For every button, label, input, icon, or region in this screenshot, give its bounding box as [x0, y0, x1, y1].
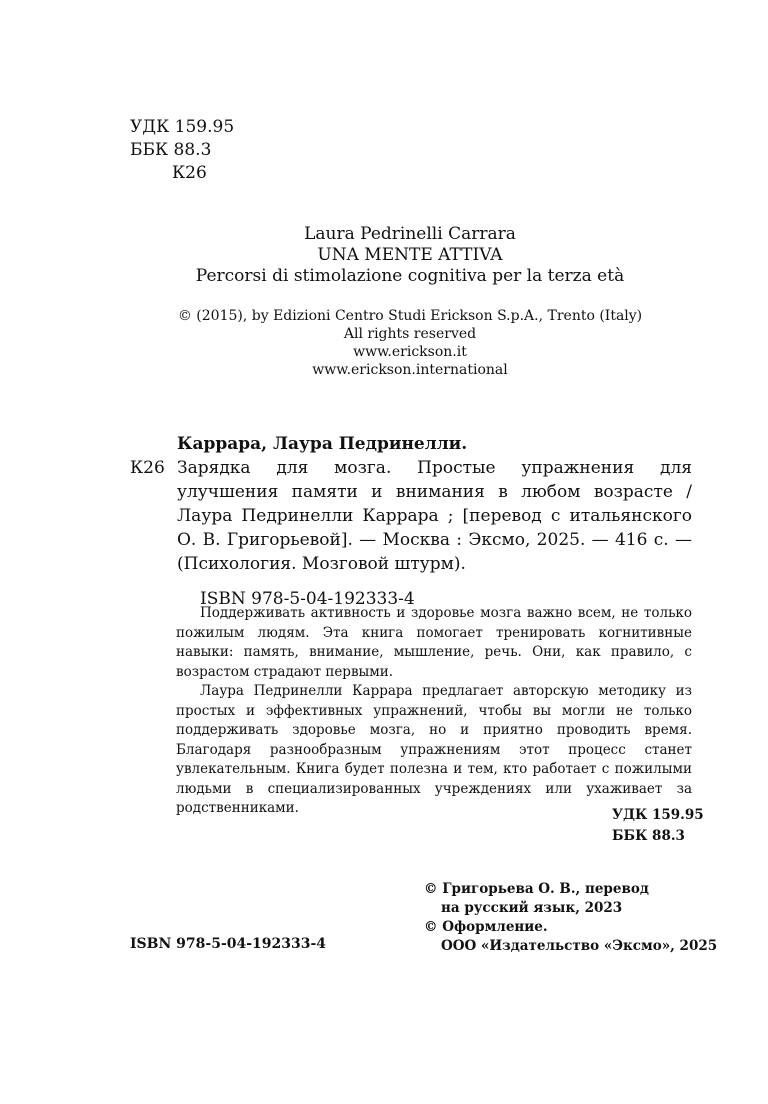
biblio-isbn: ISBN 978-5-04-192333-4	[200, 589, 415, 609]
bibliographic-record	[130, 432, 692, 611]
biblio-description: Зарядка для мозга. Простые упражнения для улучшения памяти и внимания в любом возрасте / Лаура Педринелли Каррара ; [перевод с итальянского О. В. Григорьевой]. — Москва : Эксмо, 2025. — 416 с. — (Психология. Мозговой штурм).	[177, 458, 692, 574]
original-subtitle: Percorsi di stimolazione cognitiva per la terza età	[195, 266, 625, 286]
annotation-paragraph: Лаура Педринелли Каррара предлагает авторскую методику из простых и эффективных упражнений, чтобы вы могли не только поддерживать здоровье мозга, но и приятно проводить время. Благодаря разнообразным упражнениям этот процесс станет увлекательным. Книга будет полезна и тем, кто работает с пожилыми людьми в специализированных учреждениях или ухаживает за родственниками.	[176, 683, 692, 816]
original-title-block	[100, 224, 720, 287]
isbn-footer: ISBN 978-5-04-192333-4	[130, 936, 327, 952]
biblio-code: К26	[130, 458, 165, 478]
original-copyright-block	[100, 307, 720, 379]
classification-summary	[612, 805, 704, 847]
website-link: www.erickson.it	[353, 344, 467, 360]
original-author: Laura Pedrinelli Carrara	[304, 224, 516, 244]
original-title: UNA MENTE ATTIVA	[317, 245, 503, 265]
udk-code-summary: УДК 159.95	[612, 807, 704, 823]
biblio-author: Каррара, Лаура Педринелли.	[177, 434, 468, 454]
design-credit: © Оформление.	[424, 919, 548, 935]
publisher-credit: ООО «Издательство «Эксмо», 2025	[441, 938, 718, 954]
classification-block	[130, 116, 234, 185]
translation-credit-cont: на русский язык, 2023	[441, 900, 623, 916]
website-link-international: www.erickson.international	[312, 362, 508, 378]
bbk-code-summary: ББК 88.3	[612, 828, 685, 844]
original-copyright: © (2015), by Edizioni Centro Studi Erickson S.p.A., Trento (Italy)	[177, 308, 643, 324]
copyright-credits	[424, 880, 717, 956]
annotation	[176, 604, 692, 819]
biblio-description-row	[130, 456, 692, 576]
annotation-paragraph: Поддерживать активность и здоровье мозга важно всем, не только пожилым людям. Эта книга помогает тренировать когнитивные навыки: память, внимание, мышление, речь. Они, как правило, с возрастом страдают первыми.	[176, 605, 692, 680]
udk-code: УДК 159.95	[130, 117, 235, 137]
bbk-code: ББК 88.3	[130, 140, 212, 160]
translation-credit: © Григорьева О. В., перевод	[424, 881, 649, 897]
author-mark: К26	[172, 163, 207, 183]
rights-reserved: All rights reserved	[343, 326, 477, 342]
